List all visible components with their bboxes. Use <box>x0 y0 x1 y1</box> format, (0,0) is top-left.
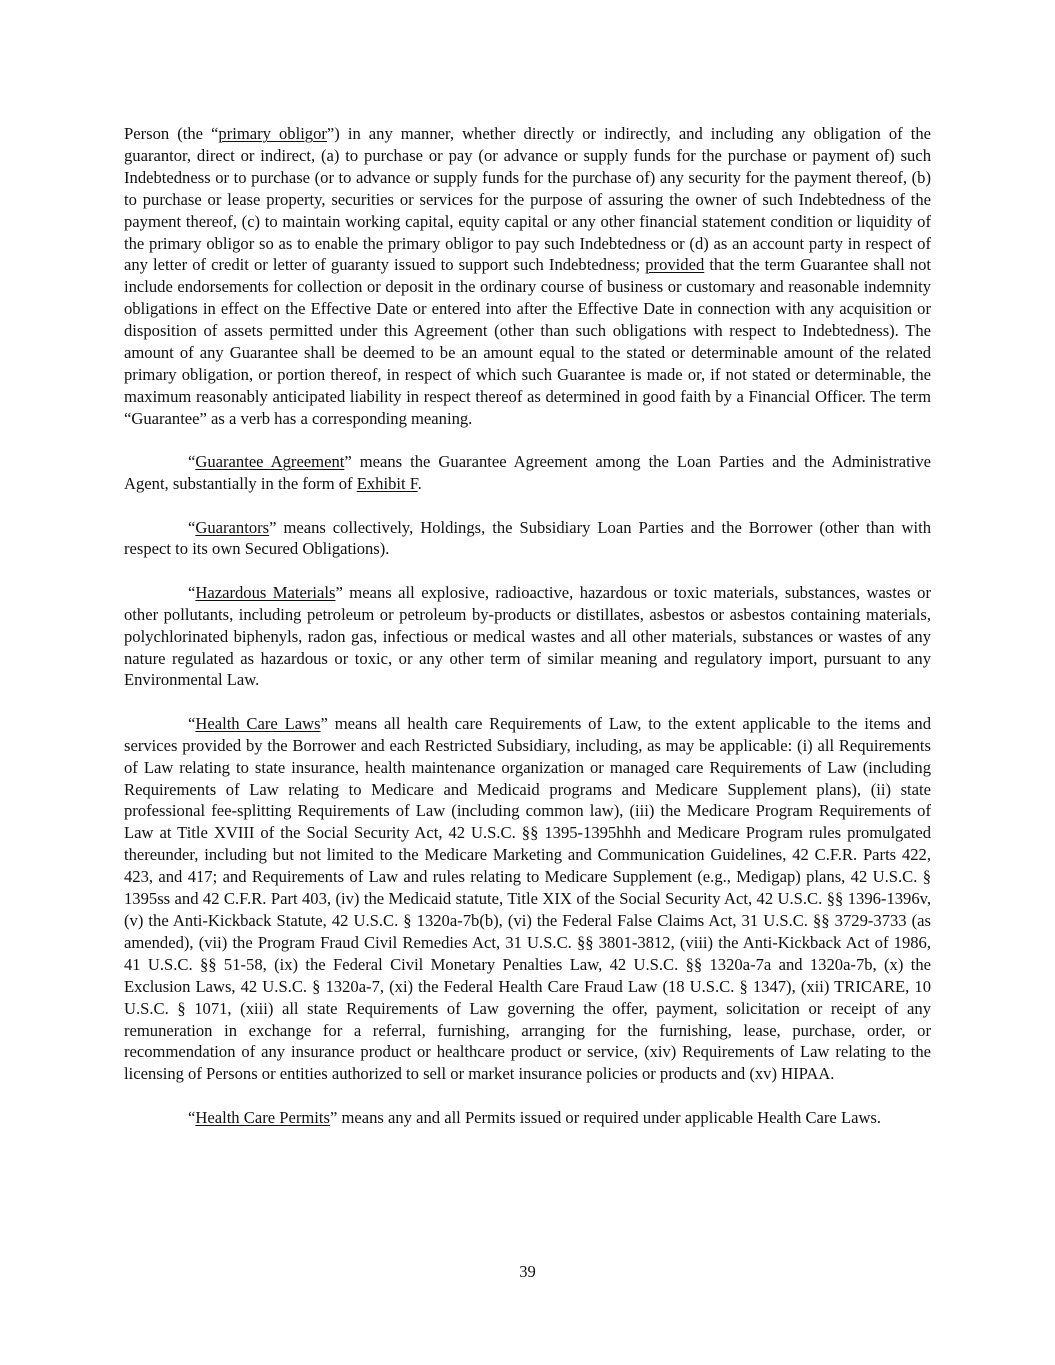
definition-health-care-permits <box>124 1107 931 1129</box>
term-provided: provided <box>645 255 705 275</box>
defined-term-guarantors: Guarantors <box>195 517 270 537</box>
text-run: Person (the “ <box>124 124 219 143</box>
definition-health-care-laws <box>124 713 931 1085</box>
text-run: ” means the Guarantee Agreement among the Loan Parties and the Administrative Agent, substantially in the form of <box>124 452 931 494</box>
guarantee-definition-continued <box>124 123 931 430</box>
text-run: ” means all explosive, radioactive, hazardous or toxic materials, substances, wastes or other pollutants, including petroleum or petroleum by-products or distillates, asbestos or asbestos containing materials, polychlorinated biphenyls, radon gas, infectious or medical wastes and all other materials, substances or wastes of any nature regulated as hazardous or toxic, or any other term of similar meaning and regulatory import, pursuant to any Environmental Law. <box>124 582 931 690</box>
text-run: “ <box>188 1107 196 1127</box>
defined-term-health-care-permits: Health Care Permits <box>195 1107 330 1127</box>
text-run: “ <box>188 517 196 537</box>
text-run: that the term Guarantee shall not include endorsements for collection or deposit in the ordinary course of business or customary and reasonable indemnity obligations in effect on the Effective Date or entered into after the Effective Date in connection with any acquisition or disposition of assets permitted under this Agreement (other than such obligations with respect to Indebtedness). The amount of any Guarantee shall be deemed to be an amount equal to the stated or determinable amount of the related primary obligation, or portion thereof, in respect of which such Guarantee is made or, if not stated or determinable, the maximum reasonably anticipated liability in respect thereof as determined in good faith by a Financial Officer. The term “Guarantee” as a verb has a corresponding meaning. <box>124 255 931 428</box>
defined-term-health-care-laws: Health Care Laws <box>195 713 321 733</box>
text-run: ” means any and all Permits issued or required under applicable Health Care Laws. <box>329 1107 882 1127</box>
text-run: ” means all health care Requirements of Law, to the extent applicable to the items and services provided by the Borrower and each Restricted Subsidiary, including, as may be applicable: (i) all Requirements of Law relating to state insurance, health maintenance organization or managed care Requirements of Law (including Requirements of Law relating to Medicare and Medicaid programs and Medicare Supplement plans), (ii) state professional fee-splitting Requirements of Law (including common law), (iii) the Medicare Program Requirements of Law at Title XVIII of the Social Security Act, 42 U.S.C. §§ 1395-1395hhh and Medicare Program rules promulgated thereunder, including but not limited to the Medicare Marketing and Communication Guidelines, 42 C.F.R. Parts 422, 423, and 417; and Requirements of Law and rules relating to Medicare Supplement (e.g., Medigap) plans, 42 U.S.C. § 1395ss and 42 C.F.R. Part 403, (iv) the Medicaid statute, Title XIX of the Social Security Act, 42 U.S.C. §§ 1396-1396v, (v) the Anti-Kickback Statute, 42 U.S.C. § 1320a-7b(b), (vi) the Federal False Claims Act, 31 U.S.C. §§ 3729-3733 (as amended), (vii) the Program Fraud Civil Remedies Act, 31 U.S.C. §§ 3801-3812, (viii) the Anti-Kickback Act of 1986, 41 U.S.C. §§ 51-58, (ix) the Federal Civil Monetary Penalties Law, 42 U.S.C. §§ 1320a-7a and 1320a-7b, (x) the Exclusion Laws, 42 U.S.C. § 1320a-7, (xi) the Federal Health Care Fraud Law (18 U.S.C. § 1347), (xii) TRICARE, 10 U.S.C. § 1071, (xiii) all state Requirements of Law governing the offer, payment, solicitation or receipt of any remuneration in exchange for a referral, furnishing, arranging for the furnishing, lease, purchase, order, or recommendation of any insurance product or healthcare product or service, (xiv) Requirements of Law relating to the licensing of Persons or entities authorized to sell or market insurance policies or products and (xv) HIPAA. <box>124 713 931 1084</box>
definition-hazardous-materials <box>124 582 931 692</box>
page-number: 39 <box>519 1262 536 1281</box>
text-run: . <box>417 474 422 494</box>
defined-term-primary-obligor: primary obligor <box>218 124 327 143</box>
definition-guarantors <box>124 517 931 561</box>
text-run: “ <box>188 582 196 602</box>
text-run: ” means collectively, Holdings, the Subsidiary Loan Parties and the Borrower (other than with respect to its own Secured Obligations). <box>124 517 931 559</box>
text-run: “ <box>188 452 196 472</box>
document-page <box>124 123 931 1129</box>
definition-guarantee-agreement <box>124 451 931 495</box>
defined-term-guarantee-agreement: Guarantee Agreement <box>195 452 345 472</box>
defined-term-hazardous-materials: Hazardous Materials <box>195 582 336 602</box>
reference-exhibit-f: Exhibit F <box>356 474 418 494</box>
text-run: ”) in any manner, whether directly or indirectly, and including any obligation of the guarantor, direct or indirect, (a) to purchase or pay (or advance or supply funds for the purchase or payment of) such Indebtedness or to purchase (or to advance or supply funds for the purchase of) any security for the payment thereof, (b) to purchase or lease property, securities or services for the purpose of assuring the owner of such Indebtedness of the payment thereof, (c) to maintain working capital, equity capital or any other financial statement condition or liquidity of the primary obligor so as to enable the primary obligor to pay such Indebtedness or (d) as an account party in respect of any letter of credit or letter of guaranty issued to support such Indebtedness; <box>124 124 931 275</box>
text-run: “ <box>188 713 196 733</box>
